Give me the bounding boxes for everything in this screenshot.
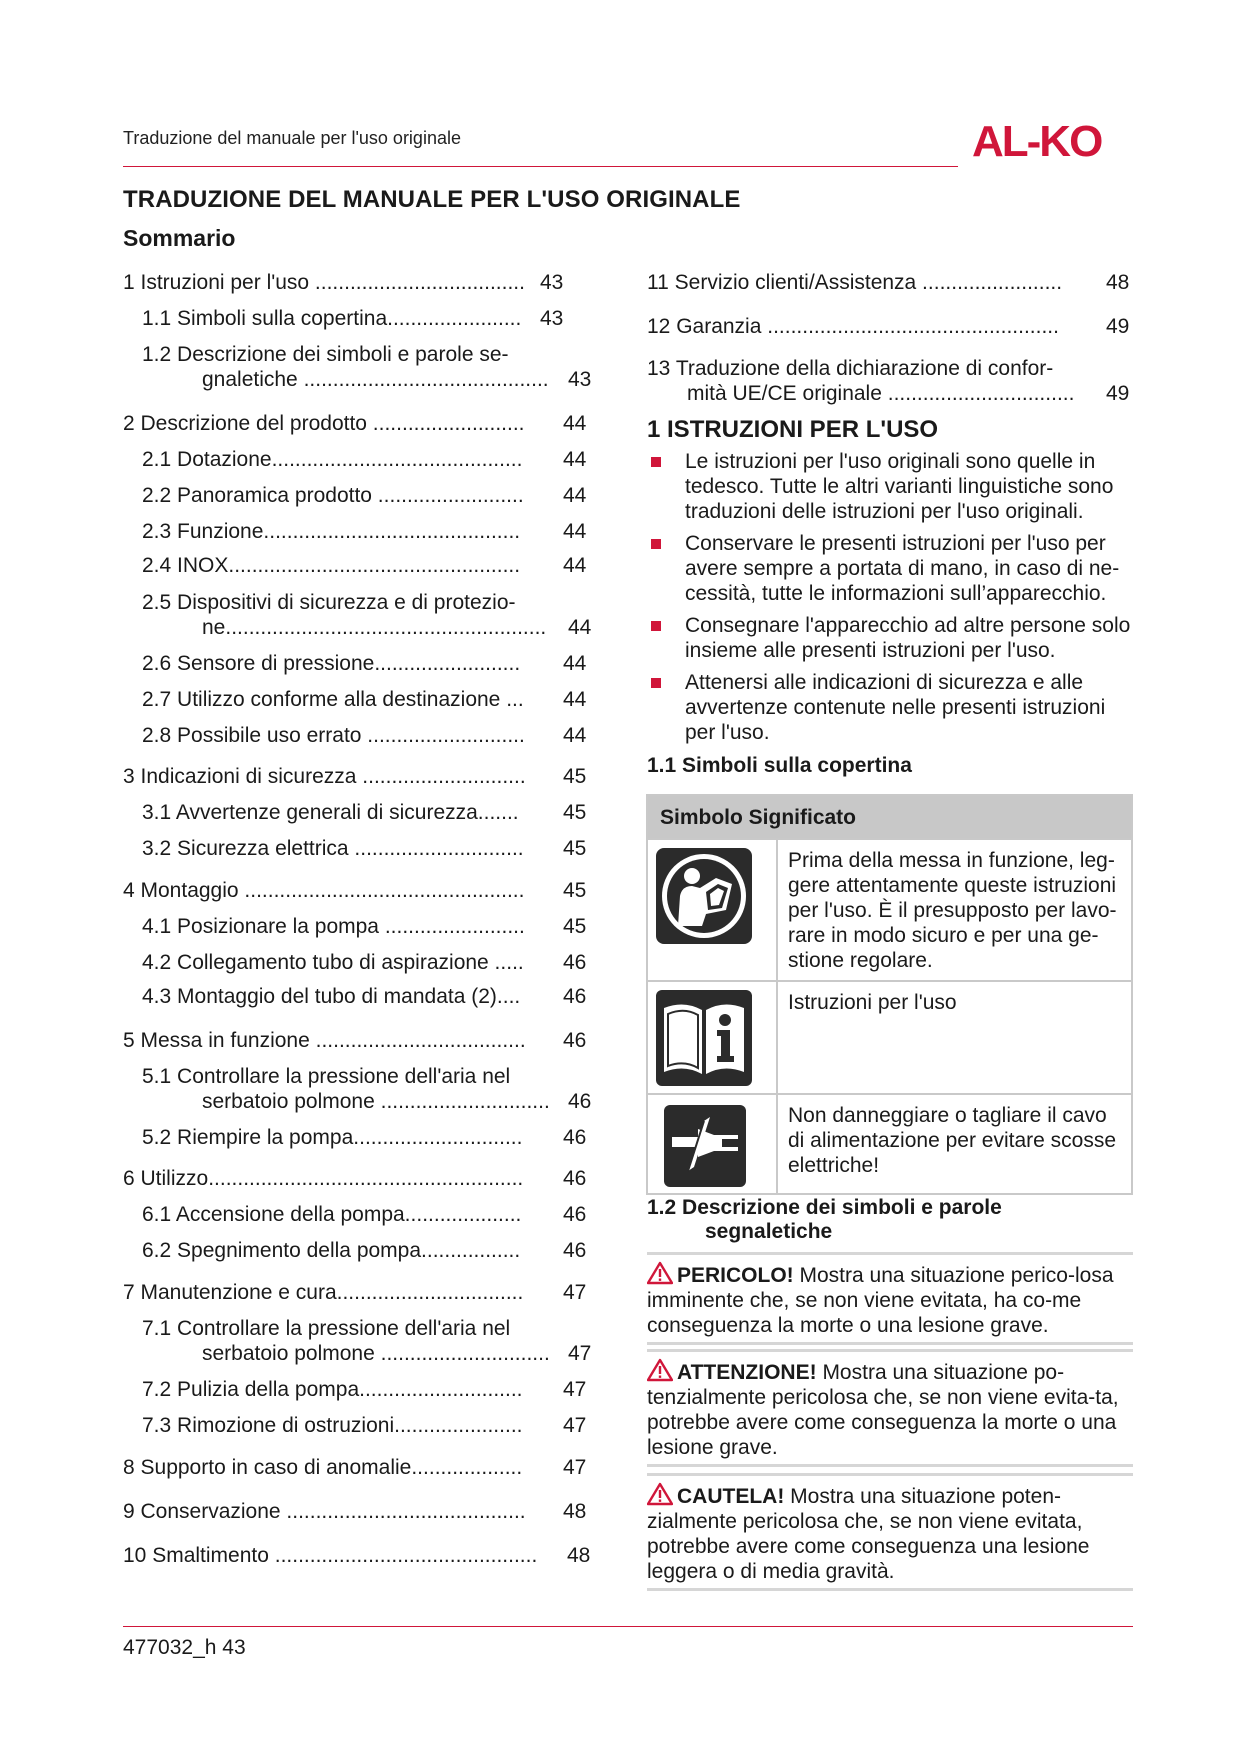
bullet-square-icon <box>651 678 661 688</box>
toc-entry-text: 9 Conservazione ......................................... <box>123 1500 526 1523</box>
signal-word: CAUTELA! <box>677 1485 785 1508</box>
instructions-list <box>647 449 1137 752</box>
toc-page-number: 46 <box>563 951 587 974</box>
symbol-meaning: Prima della messa in funzione, leg-gere attentamente queste istruzioni per l'uso. È il presupposto per lavo-rare in modo sicuro e per una ge-stione regolare. <box>777 839 1132 981</box>
toc-entry-text: 6 Utilizzo...................................................... <box>123 1167 524 1190</box>
signal-word: PERICOLO! <box>677 1264 794 1287</box>
toc-entry[interactable] <box>123 1499 587 1525</box>
toc-page-number: 46 <box>563 1029 587 1052</box>
table-row <box>647 1094 1132 1194</box>
toc-entry[interactable] <box>123 1543 591 1569</box>
toc-entry-text-continued: serbatoio polmone ............................. <box>202 1090 550 1113</box>
toc-page-number: 47 <box>563 1378 587 1401</box>
toc-page-number: 44 <box>563 412 587 435</box>
toc-entry[interactable] <box>142 483 587 509</box>
toc-entry[interactable] <box>142 342 592 391</box>
warning-triangle-icon <box>647 1261 673 1285</box>
toc-entry[interactable] <box>142 447 587 473</box>
bullet-text: Attenersi alle indicazioni di sicurezza e alle avvertenze contenute nelle presenti istruzioni per l'uso. <box>685 671 1106 744</box>
footer-divider <box>123 1626 1133 1627</box>
bullet-text: Consegnare l'apparecchio ad altre persone solo insieme alle presenti istruzioni per l'uso. <box>685 614 1131 662</box>
toc-entry[interactable] <box>647 356 1130 405</box>
toc-entry-text: 6.2 Spegnimento della pompa................. <box>142 1239 521 1262</box>
header-divider <box>123 166 958 167</box>
toc-entry-text: 7.2 Pulizia della pompa............................ <box>142 1378 523 1401</box>
toc-page-number: 43 <box>540 307 564 330</box>
toc-entry-text: 2.6 Sensore di pressione......................... <box>142 652 521 675</box>
toc-entry[interactable] <box>142 914 587 940</box>
toc-entry[interactable] <box>647 270 1130 296</box>
list-item <box>647 449 1137 524</box>
toc-entry[interactable] <box>142 1064 592 1113</box>
toc-page-number: 49 <box>1106 315 1130 338</box>
toc-entry[interactable] <box>123 1455 587 1481</box>
toc-entry-text: 13 Traduzione della dichiarazione di confor- <box>647 357 1054 380</box>
toc-entry[interactable] <box>142 687 587 713</box>
toc-entry-text: 1.1 Simboli sulla copertina....................... <box>142 307 522 330</box>
section-title-line: 1.2 Descrizione dei simboli e parole <box>647 1196 1002 1219</box>
toc-entry-text: 5.1 Controllare la pressione dell'aria nel <box>142 1065 511 1088</box>
toc-page-number: 47 <box>563 1281 587 1304</box>
toc-entry-text: 10 Smaltimento ............................................. <box>123 1544 538 1567</box>
toc-entry[interactable] <box>142 723 587 749</box>
table-row <box>647 839 1132 981</box>
toc-page-number: 45 <box>563 837 587 860</box>
toc-page-number: 48 <box>563 1500 587 1523</box>
toc-entry-text: 7.1 Controllare la pressione dell'aria nel <box>142 1317 511 1340</box>
bullet-square-icon <box>651 539 661 549</box>
toc-entry[interactable] <box>142 519 587 545</box>
toc-entry[interactable] <box>142 1202 587 1228</box>
toc-page-number: 44 <box>568 616 592 639</box>
toc-page-number: 46 <box>563 1167 587 1190</box>
toc-entry-text-continued: ne....................................................... <box>202 616 547 639</box>
footer-page-number: 477032_h 43 <box>123 1636 246 1659</box>
symbol-meaning: Non danneggiare o tagliare il cavo di alimentazione per evitare scosse elettriche! <box>777 1094 1132 1194</box>
toc-page-number: 47 <box>568 1342 592 1365</box>
toc-page-number: 46 <box>563 1126 587 1149</box>
cable-cut-icon <box>664 1105 746 1187</box>
bullet-text: Conservare le presenti istruzioni per l'uso per avere sempre a portata di mano, in caso di ne-cessità, tutte le informazioni sull’apparecchio. <box>685 532 1120 605</box>
toc-entry-text: 4.2 Collegamento tubo di aspirazione ..... <box>142 951 524 974</box>
toc-entry[interactable] <box>142 836 587 862</box>
warning-triangle-icon <box>647 1482 673 1506</box>
toc-page-number: 44 <box>563 688 587 711</box>
toc-entry[interactable] <box>123 878 587 904</box>
toc-entry[interactable] <box>123 411 587 437</box>
toc-page-number: 47 <box>563 1414 587 1437</box>
warning-box-danger <box>647 1252 1133 1345</box>
section-1-2-title <box>647 1196 1002 1244</box>
toc-page-number: 44 <box>563 554 587 577</box>
toc-entry[interactable] <box>142 1377 587 1403</box>
warning-text: Mostra una situazione perico-losa imminente che, se non viene evitata, ha co-me conseguenza la morte o una lesione grave. <box>647 1264 1114 1337</box>
list-item <box>647 670 1137 745</box>
toc-page-number: 46 <box>563 1203 587 1226</box>
toc-page-number: 45 <box>563 765 587 788</box>
running-title: Traduzione del manuale per l'uso originale <box>123 128 461 148</box>
toc-entry-text: 2.2 Panoramica prodotto ......................... <box>142 484 524 507</box>
toc-entry-text: 4 Montaggio ................................................ <box>123 879 525 902</box>
toc-entry[interactable] <box>142 1316 592 1365</box>
toc-entry-text: 7.3 Rimozione di ostruzioni...................... <box>142 1414 523 1437</box>
warning-text: Mostra una situazione poten-zialmente pericolosa che, se non viene evitata, potrebbe avere come conseguenza una lesione leggera o di media gravità. <box>647 1485 1090 1583</box>
toc-page-number: 45 <box>563 915 587 938</box>
toc-entry-text: 2.3 Funzione............................................ <box>142 520 521 543</box>
bullet-square-icon <box>651 457 661 467</box>
toc-entry-text-continued: serbatoio polmone ............................. <box>202 1342 550 1365</box>
toc-entry[interactable] <box>142 1125 587 1151</box>
toc-entry-text: 2.4 INOX.................................................. <box>142 554 521 577</box>
toc-page-number: 43 <box>540 271 564 294</box>
toc-page-number: 44 <box>563 520 587 543</box>
toc-entry-text: 4.1 Posizionare la pompa ........................ <box>142 915 525 938</box>
toc-entry-text: 4.3 Montaggio del tubo di mandata (2).... <box>142 985 521 1008</box>
toc-page-number: 44 <box>563 448 587 471</box>
toc-page-number: 46 <box>563 1239 587 1262</box>
toc-entry[interactable] <box>123 270 564 296</box>
toc-entry-text: 3 Indicazioni di sicurezza ............................ <box>123 765 526 788</box>
toc-entry[interactable] <box>142 651 587 677</box>
warning-triangle-icon <box>647 1358 673 1382</box>
toc-entry[interactable] <box>123 1166 587 1192</box>
toc-page-number: 49 <box>1106 382 1130 405</box>
symbol-meaning: Istruzioni per l'uso <box>777 981 1132 1094</box>
toc-entry[interactable] <box>123 764 587 790</box>
toc-entry-text: 2.5 Dispositivi di sicurezza e di protezio- <box>142 591 516 614</box>
toc-page-number: 45 <box>563 801 587 824</box>
toc-entry-text: 2.8 Possibile uso errato ........................... <box>142 724 525 747</box>
info-manual-icon <box>656 990 752 1086</box>
toc-entry-text: 3.1 Avvertenze generali di sicurezza....... <box>142 801 519 824</box>
toc-entry-text: 5 Messa in funzione .................................... <box>123 1029 526 1052</box>
toc-entry-text: 12 Garanzia .................................................. <box>647 315 1059 338</box>
toc-entry-text: 1 Istruzioni per l'uso .................................... <box>123 271 525 294</box>
toc-entry-text: 8 Supporto in caso di anomalie................... <box>123 1456 523 1479</box>
toc-entry-text: 1.2 Descrizione dei simboli e parole se- <box>142 343 509 366</box>
toc-page-number: 44 <box>563 652 587 675</box>
toc-page-number: 48 <box>1106 271 1130 294</box>
toc-entry[interactable] <box>142 950 587 976</box>
toc-entry[interactable] <box>142 306 564 332</box>
section-1-1-title: 1.1 Simboli sulla copertina <box>647 754 912 777</box>
page-title: TRADUZIONE DEL MANUALE PER L'USO ORIGINALE <box>123 186 741 213</box>
alko-logo <box>972 116 1132 162</box>
toc-entry-text: 2.7 Utilizzo conforme alla destinazione ... <box>142 688 524 711</box>
section-1-title: 1 ISTRUZIONI PER L'USO <box>647 416 939 443</box>
table-header: Simbolo Significato <box>647 795 1132 839</box>
bullet-text: Le istruzioni per l'uso originali sono quelle in tedesco. Tutte le altri varianti linguistiche sono traduzioni delle istruzioni per l'uso originali. <box>685 450 1114 523</box>
toc-page-number: 46 <box>563 985 587 1008</box>
toc-entry-text-continued: mità UE/CE originale ................................ <box>687 382 1075 405</box>
toc-entry-text: 7 Manutenzione e cura................................ <box>123 1281 524 1304</box>
toc-page-number: 48 <box>567 1544 591 1567</box>
toc-entry[interactable] <box>142 1413 587 1439</box>
toc-entry[interactable] <box>123 1028 587 1054</box>
symbol-table <box>646 794 1133 1195</box>
toc-page-number: 45 <box>563 879 587 902</box>
toc-entry-text: 11 Servizio clienti/Assistenza ........................ <box>647 271 1063 294</box>
list-item <box>647 613 1137 663</box>
toc-entry[interactable] <box>142 800 587 826</box>
toc-page-number: 44 <box>563 724 587 747</box>
bullet-square-icon <box>651 621 661 631</box>
toc-entry-text: 2 Descrizione del prodotto .......................... <box>123 412 525 435</box>
toc-entry[interactable] <box>142 553 587 579</box>
toc-entry-text: 6.1 Accensione della pompa.................... <box>142 1203 522 1226</box>
logo-text: AL-KO <box>972 117 1102 162</box>
toc-entry[interactable] <box>142 590 592 639</box>
list-item <box>647 531 1137 606</box>
toc-entry[interactable] <box>142 984 587 1010</box>
warning-text: Mostra una situazione po-tenzialmente pericolosa che, se non viene evita-ta, potrebbe avere come conseguenza la morte o una lesione grave. <box>647 1361 1119 1459</box>
section-title-line: segnaletiche <box>705 1220 833 1243</box>
toc-entry-text: 5.2 Riempire la pompa............................. <box>142 1126 523 1149</box>
toc-title: Sommario <box>123 225 236 251</box>
toc-entry[interactable] <box>123 1280 587 1306</box>
toc-entry-text: 2.1 Dotazione........................................... <box>142 448 523 471</box>
toc-entry-text: 3.2 Sicurezza elettrica ............................. <box>142 837 524 860</box>
table-header-row <box>647 795 1132 839</box>
toc-entry[interactable] <box>142 1238 587 1264</box>
warning-box-warning <box>647 1349 1133 1467</box>
toc-entry-text-continued: gnaletiche .......................................... <box>202 368 549 391</box>
toc-page-number: 47 <box>563 1456 587 1479</box>
toc-page-number: 46 <box>568 1090 592 1113</box>
warning-box-caution <box>647 1473 1133 1591</box>
signal-word: ATTENZIONE! <box>677 1361 817 1384</box>
table-row <box>647 981 1132 1094</box>
toc-entry[interactable] <box>647 314 1130 340</box>
read-manual-icon <box>656 848 752 944</box>
toc-page-number: 44 <box>563 484 587 507</box>
toc-page-number: 43 <box>568 368 592 391</box>
